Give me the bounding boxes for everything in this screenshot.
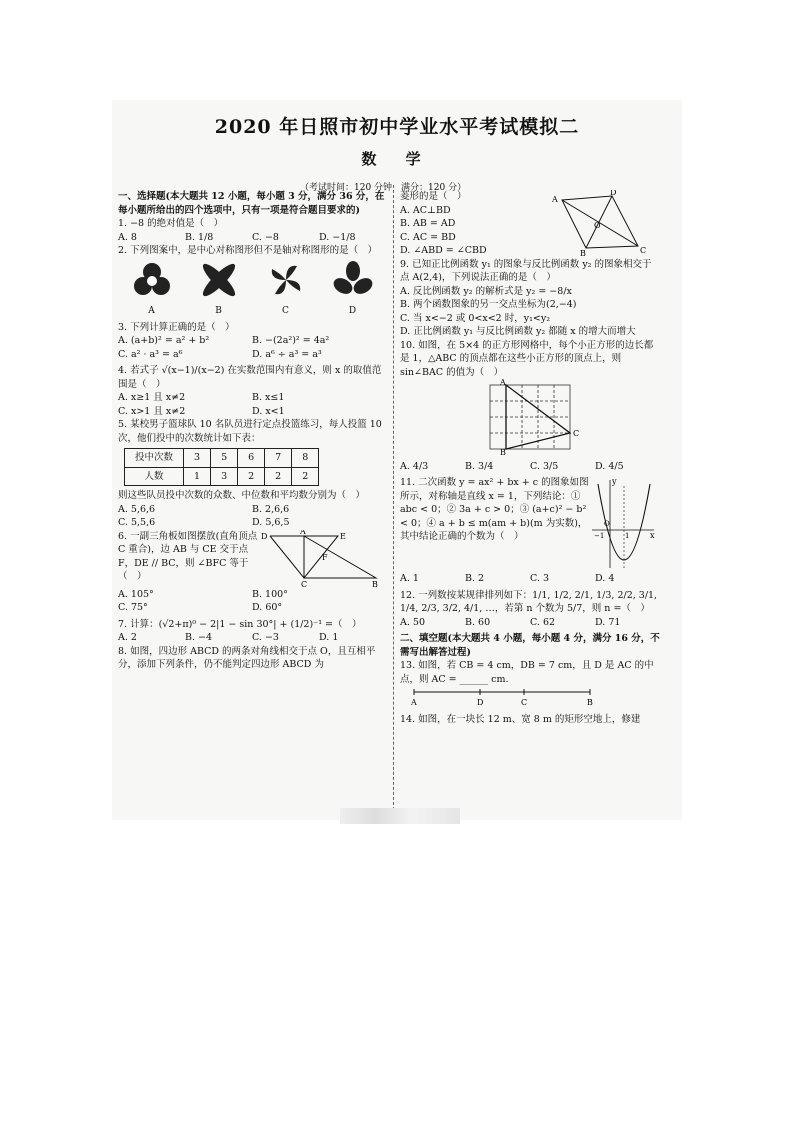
- fig-label: B: [372, 579, 378, 588]
- question-5: 5. 某校男子篮球队 10 名队员进行定点投篮练习，每人投篮 10 次，他们投中的次数统计如下表：: [118, 419, 382, 444]
- fig-label: C: [521, 698, 528, 707]
- q6-block: [118, 530, 386, 588]
- q1-option-c: C. −8: [252, 231, 279, 243]
- q10-option-a: A. 4/3: [400, 460, 429, 472]
- q9-option-a: A. 反比例函数 y₂ 的解析式是 y₂ = −8/x: [400, 285, 572, 297]
- q6-option-a: A. 105°: [118, 588, 154, 600]
- pinwheel-figure: [263, 260, 309, 300]
- q4-options-row1: [118, 391, 386, 405]
- table-cell: 1: [184, 467, 211, 486]
- fig-label: A: [300, 529, 306, 536]
- section-2-heading: 二、填空题(本大题共 4 小题，每小题 4 分，满分 16 分，不需写出解答过程): [400, 633, 660, 658]
- table-cell: 8: [292, 449, 319, 468]
- q6-options-row1: [118, 588, 386, 602]
- q5-table: [124, 448, 319, 486]
- table-cell: 人数: [125, 467, 184, 486]
- q6-option-d: D. 60°: [252, 602, 283, 613]
- q4-option-d: D. x<1: [252, 405, 285, 417]
- table-cell: 2: [238, 467, 265, 486]
- question-11: 11. 二次函数 y = ax² + bx + c 的图象如图所示，对称轴是直线 x = 1，下列结论：① abc < 0；② 3a + c > 0；③ (a+c)² − b² < 0；④ a + b ≤ m(am + b)(m 为实数)，其中结论正确的个数为（ ）: [400, 477, 589, 542]
- question-9: 9. 已知正比例函数 y₁ 的图象与反比例函数 y₂ 的图象相交于点 A(2,4)，下列说法正确的是（ ）: [400, 258, 652, 283]
- fig-label: A: [411, 698, 417, 707]
- q10-options: [400, 460, 660, 474]
- fig-label: C: [573, 429, 580, 438]
- q13-segment-figure: [400, 686, 600, 708]
- fig-label: y: [612, 477, 617, 486]
- fig-label: B: [500, 448, 506, 455]
- table-cell: 6: [238, 449, 265, 468]
- three-leaf-figure: [330, 260, 376, 300]
- table-cell: 3: [211, 467, 238, 486]
- q12-option-c: C. 62: [530, 616, 556, 628]
- q11-option-b: B. 2: [465, 573, 485, 584]
- q7-option-d: D. 1: [319, 632, 339, 643]
- fig-label: D: [261, 531, 268, 541]
- q4-option-c: C. x>1 且 x≠2: [118, 405, 186, 417]
- q8-option-d: D. ∠ABD = ∠CBD: [400, 245, 487, 256]
- q10-option-d: D. 4/5: [595, 460, 624, 472]
- q11-options: [400, 572, 660, 586]
- question-2: 2. 下列图案中，是中心对称图形但不是轴对称图形的是（ ）: [118, 245, 378, 256]
- fig-label: O: [604, 520, 610, 528]
- q11-option-a: A. 1: [400, 573, 419, 584]
- q9-option-b: B. 两个函数图象的另一交点坐标为(2,−4): [400, 299, 577, 310]
- q8-option-a: A. AC⊥BD: [400, 204, 451, 216]
- subject-title: 数 学: [361, 150, 433, 168]
- q10-option-c: C. 3/5: [530, 460, 559, 472]
- q3-option-a: A. (a+b)² = a² + b²: [118, 335, 210, 346]
- question-1: 1. −8 的绝对值是（ ）: [118, 218, 224, 229]
- q8-option-b: B. AB = AD: [400, 218, 456, 229]
- q2-figure-c: [263, 260, 309, 319]
- fig-label: 1: [625, 532, 630, 540]
- question-8: 8. 如图，四边形 ABCD 的两条对角线相交于点 O，且互相平分，添加下列条件，仍不能判定四边形 ABCD 为: [118, 645, 376, 670]
- q12-options: [400, 616, 660, 630]
- q2-figures: [118, 260, 386, 319]
- question-8-tail: 菱形的是（ ）: [400, 191, 467, 202]
- question-3: 3. 下列计算正确的是（ ）: [118, 321, 235, 333]
- question-6: 6. 一副三角板如图摆放(直角顶点 C 重合)，边 AB 与 CE 交于点 F，DE // BC，则 ∠BFC 等于（ ）: [118, 530, 258, 582]
- q11-parabola-figure: [590, 476, 656, 572]
- q7-option-b: B. −4: [185, 632, 213, 643]
- q2-figure-d: [330, 260, 376, 319]
- q5-options-row2: [118, 516, 386, 530]
- trefoil-figure: [129, 260, 175, 300]
- q3-option-d: D. a⁶ ÷ a³ = a³: [252, 348, 322, 360]
- q9-option-d: D. 正比例函数 y₁ 与反比例函数 y₂ 都随 x 的增大而增大: [400, 326, 636, 337]
- question-10: 10. 如图，在 5×4 的正方形网格中，每个小正方形的边长都是 1，△ABC 的顶点都在这些小正方形的顶点上，则 sin∠BAC 的值为（ ）: [400, 339, 654, 378]
- question-13: 13. 如图，若 CB = 4 cm，DB = 7 cm，且 D 是 AC 的中点，则 AC = ______ cm.: [400, 660, 654, 685]
- x-leaf-figure: [196, 260, 242, 300]
- q2-label-a: A: [148, 306, 155, 316]
- q5-options-row1: [118, 503, 386, 517]
- q6-option-b: B. 100°: [252, 588, 288, 600]
- q2-label-b: B: [215, 306, 222, 316]
- q10-grid-figure: [400, 379, 660, 455]
- table-cell: 5: [211, 449, 238, 468]
- fig-label: O: [594, 221, 601, 230]
- table-row: [125, 467, 319, 486]
- q3-options-row1: [118, 334, 386, 348]
- q2-figure-a: [129, 260, 175, 319]
- q8-option-c: C. AC = BD: [400, 231, 456, 243]
- fig-label: x: [650, 531, 655, 540]
- table-cell: 投中次数: [125, 449, 184, 468]
- q2-label-d: D: [348, 306, 357, 316]
- q5-option-c: C. 5,5,6: [118, 517, 156, 528]
- table-cell: 3: [184, 449, 211, 468]
- table-cell: 2: [292, 467, 319, 486]
- scan-artifact: [340, 808, 460, 824]
- fig-label: B: [580, 249, 586, 256]
- q7-options: [118, 631, 386, 645]
- q11-option-d: D. 4: [595, 573, 615, 584]
- fig-label: D: [477, 698, 484, 707]
- question-4: 4. 若式子 √(x−1)/(x−2) 在实数范围内有意义，则 x 的取值范围是（ ）: [118, 365, 382, 390]
- page-title: 2020 年日照市初中学业水平考试模拟二: [214, 116, 580, 138]
- q3-option-b: B. −(2a²)² = 4a²: [252, 335, 330, 346]
- question-7: 7. 计算：(√2+π)⁰ − 2|1 − sin 30°| + (1/2)⁻¹ =（ ）: [118, 618, 362, 630]
- q2-figure-b: [196, 260, 242, 319]
- q7-option-a: A. 2: [118, 632, 137, 643]
- q10-option-b: B. 3/4: [465, 460, 494, 472]
- q7-option-c: C. −3: [252, 632, 279, 643]
- table-row: [125, 449, 319, 468]
- fig-label: −1: [594, 532, 605, 540]
- q5-option-b: B. 2,6,6: [252, 503, 290, 515]
- table-cell: 7: [265, 449, 292, 468]
- q1-options: [118, 231, 386, 245]
- fig-label: C: [640, 246, 647, 255]
- question-5-tail: 则这些队员投中次数的众数、中位数和平均数分别为（ ）: [118, 490, 366, 501]
- q3-option-c: C. a² · a³ = a⁶: [118, 348, 183, 360]
- table-cell: 2: [265, 467, 292, 486]
- q4-option-a: A. x≥1 且 x≠2: [118, 392, 186, 403]
- q4-options-row2: [118, 405, 386, 419]
- section-1-heading: 一、选择题(本大题共 12 小题，每小题 3 分，满分 36 分，在每小题所给出的四个选项中，只有一项是符合题目要求的): [118, 191, 385, 216]
- q11-block: [400, 476, 660, 572]
- exam-meta: （考试时间：120 分钟 满分：120 分）: [300, 183, 467, 193]
- q3-options-row2: [118, 348, 386, 362]
- q1-option-b: B. 1/8: [185, 231, 214, 243]
- right-column: [400, 190, 660, 726]
- q4-option-b: B. x≤1: [252, 392, 285, 403]
- question-12: 12. 一列数按某规律排列如下：1/1, 1/2, 2/1, 1/3, 2/2, 3/1, 1/4, 2/3, 3/2, 4/1, …，若第 n 个数为 5/7，则 n =（ ）: [400, 589, 658, 614]
- q6-option-c: C. 75°: [118, 602, 148, 613]
- fig-label: F: [322, 552, 328, 562]
- question-14: 14. 如图，在一块长 12 m、宽 8 m 的矩形空地上，修建: [400, 713, 641, 725]
- fig-label: E: [340, 531, 346, 541]
- q8-rhombus-figure: [550, 190, 650, 256]
- q12-option-b: B. 60: [465, 616, 491, 628]
- q1-option-d: D. −1/8: [319, 231, 356, 243]
- q6-triangle-figure: [258, 530, 380, 588]
- column-divider: [393, 185, 394, 815]
- fig-label: A: [552, 195, 558, 204]
- q12-option-d: D. 71: [595, 616, 621, 628]
- q1-option-a: A. 8: [118, 231, 137, 243]
- q9-option-c: C. 当 x<−2 或 0<x<2 时，y₁<y₂: [400, 312, 551, 324]
- left-column: [118, 190, 386, 672]
- q12-option-a: A. 50: [400, 616, 425, 628]
- q8-block: [400, 190, 660, 258]
- fig-label: B: [587, 698, 593, 707]
- q2-label-c: C: [282, 306, 289, 316]
- fig-label: A: [500, 379, 506, 387]
- fig-label: D: [610, 190, 617, 197]
- q5-option-d: D. 5,6,5: [252, 517, 290, 528]
- fig-label: C: [301, 579, 308, 588]
- q5-option-a: A. 5,6,6: [118, 503, 156, 515]
- q11-option-c: C. 3: [530, 573, 550, 584]
- q6-options-row2: [118, 601, 386, 615]
